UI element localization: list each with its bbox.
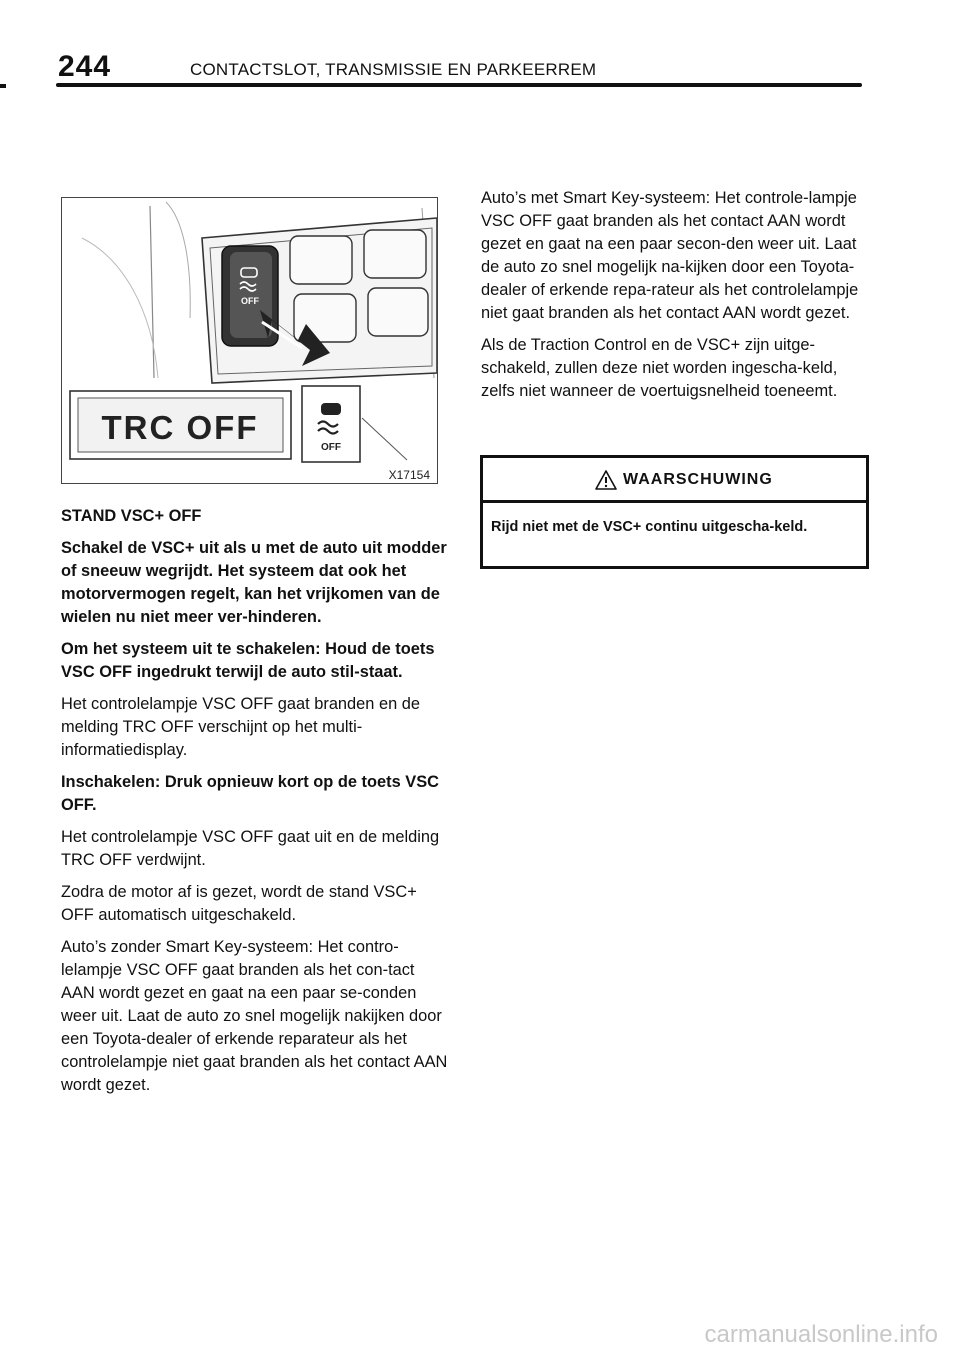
page-header bbox=[0, 0, 960, 100]
header-rule bbox=[56, 83, 862, 87]
warning-title: WAARSCHUWING bbox=[623, 471, 773, 488]
figure-code: X17154 bbox=[388, 468, 430, 482]
warning-header bbox=[483, 458, 866, 503]
no-smart-key-note: Auto’s zonder Smart Key-systeem: Het contro-lelampje VSC OFF gaat branden als het con-tact AAN wordt gezet en gaat na een paar se-conden weer uit. Laat de auto zo snel mogelijk nakijken door een Toyota-dealer of erkende reparateur als het controlelampje niet gaat branden als het contact AAN wordt gezet. bbox=[61, 938, 448, 1094]
intro-paragraph: Schakel de VSC+ uit als u met de auto uit modder of sneeuw wegrijdt. Het systeem dat ook het motorvermogen regelt, kan het vrijkomen van de wielen nu niet meer ver-hinderen. bbox=[61, 539, 447, 626]
button-off-label: OFF bbox=[241, 296, 259, 306]
disable-instruction: Om het systeem uit te schakelen: Houd de toets VSC OFF ingedrukt terwijl de auto stil-staat. bbox=[61, 640, 435, 681]
warning-triangle-icon bbox=[595, 470, 617, 490]
engine-off-note: Zodra de motor af is gezet, wordt de stand VSC+ OFF automatisch uitgeschakeld. bbox=[61, 883, 417, 924]
enable-result: Het controlelampje VSC OFF gaat uit en de melding TRC OFF verdwijnt. bbox=[61, 828, 440, 869]
enable-instruction: Inschakelen: Druk opnieuw kort op de toets VSC OFF. bbox=[61, 773, 439, 814]
section-heading: STAND VSC+ OFF bbox=[61, 507, 202, 525]
right-column bbox=[481, 187, 871, 412]
header-mark bbox=[0, 84, 6, 88]
indicator-off-label: OFF bbox=[321, 442, 341, 453]
smart-key-note: Auto’s met Smart Key-systeem: Het controle-lampje VSC OFF gaat branden als het contact AAN wordt gezet en gaat na een paar secon-den weer uit. Laat de auto zo snel mogelijk na-kijken door een Toyota-dealer of erkende repa-rateur als het controlelampje niet gaat branden als het contact AAN wordt gezet. bbox=[481, 189, 859, 322]
traction-control-note: Als de Traction Control en de VSC+ zijn uitge-schakeld, zullen deze niet worden ingescha-keld, zelfs niet wanneer de voertuigsnelheid toeneemt. bbox=[481, 336, 838, 400]
watermark: carmanualsonline.info bbox=[704, 1321, 938, 1348]
page-title: CONTACTSLOT, TRANSMISSIE EN PARKEERREM bbox=[190, 60, 597, 79]
warning-text: Rijd niet met de VSC+ continu uitgescha-keld. bbox=[491, 519, 808, 535]
warning-box bbox=[480, 455, 869, 569]
trc-off-display-text: TRC OFF bbox=[101, 409, 259, 446]
switch-drawing bbox=[62, 198, 437, 483]
disable-result: Het controlelampje VSC OFF gaat branden en de melding TRC OFF verschijnt op het multi-informatiedisplay. bbox=[61, 695, 420, 759]
page-number: 244 bbox=[58, 50, 112, 83]
left-column bbox=[61, 505, 451, 1106]
vsc-off-switch-illustration bbox=[61, 197, 438, 484]
